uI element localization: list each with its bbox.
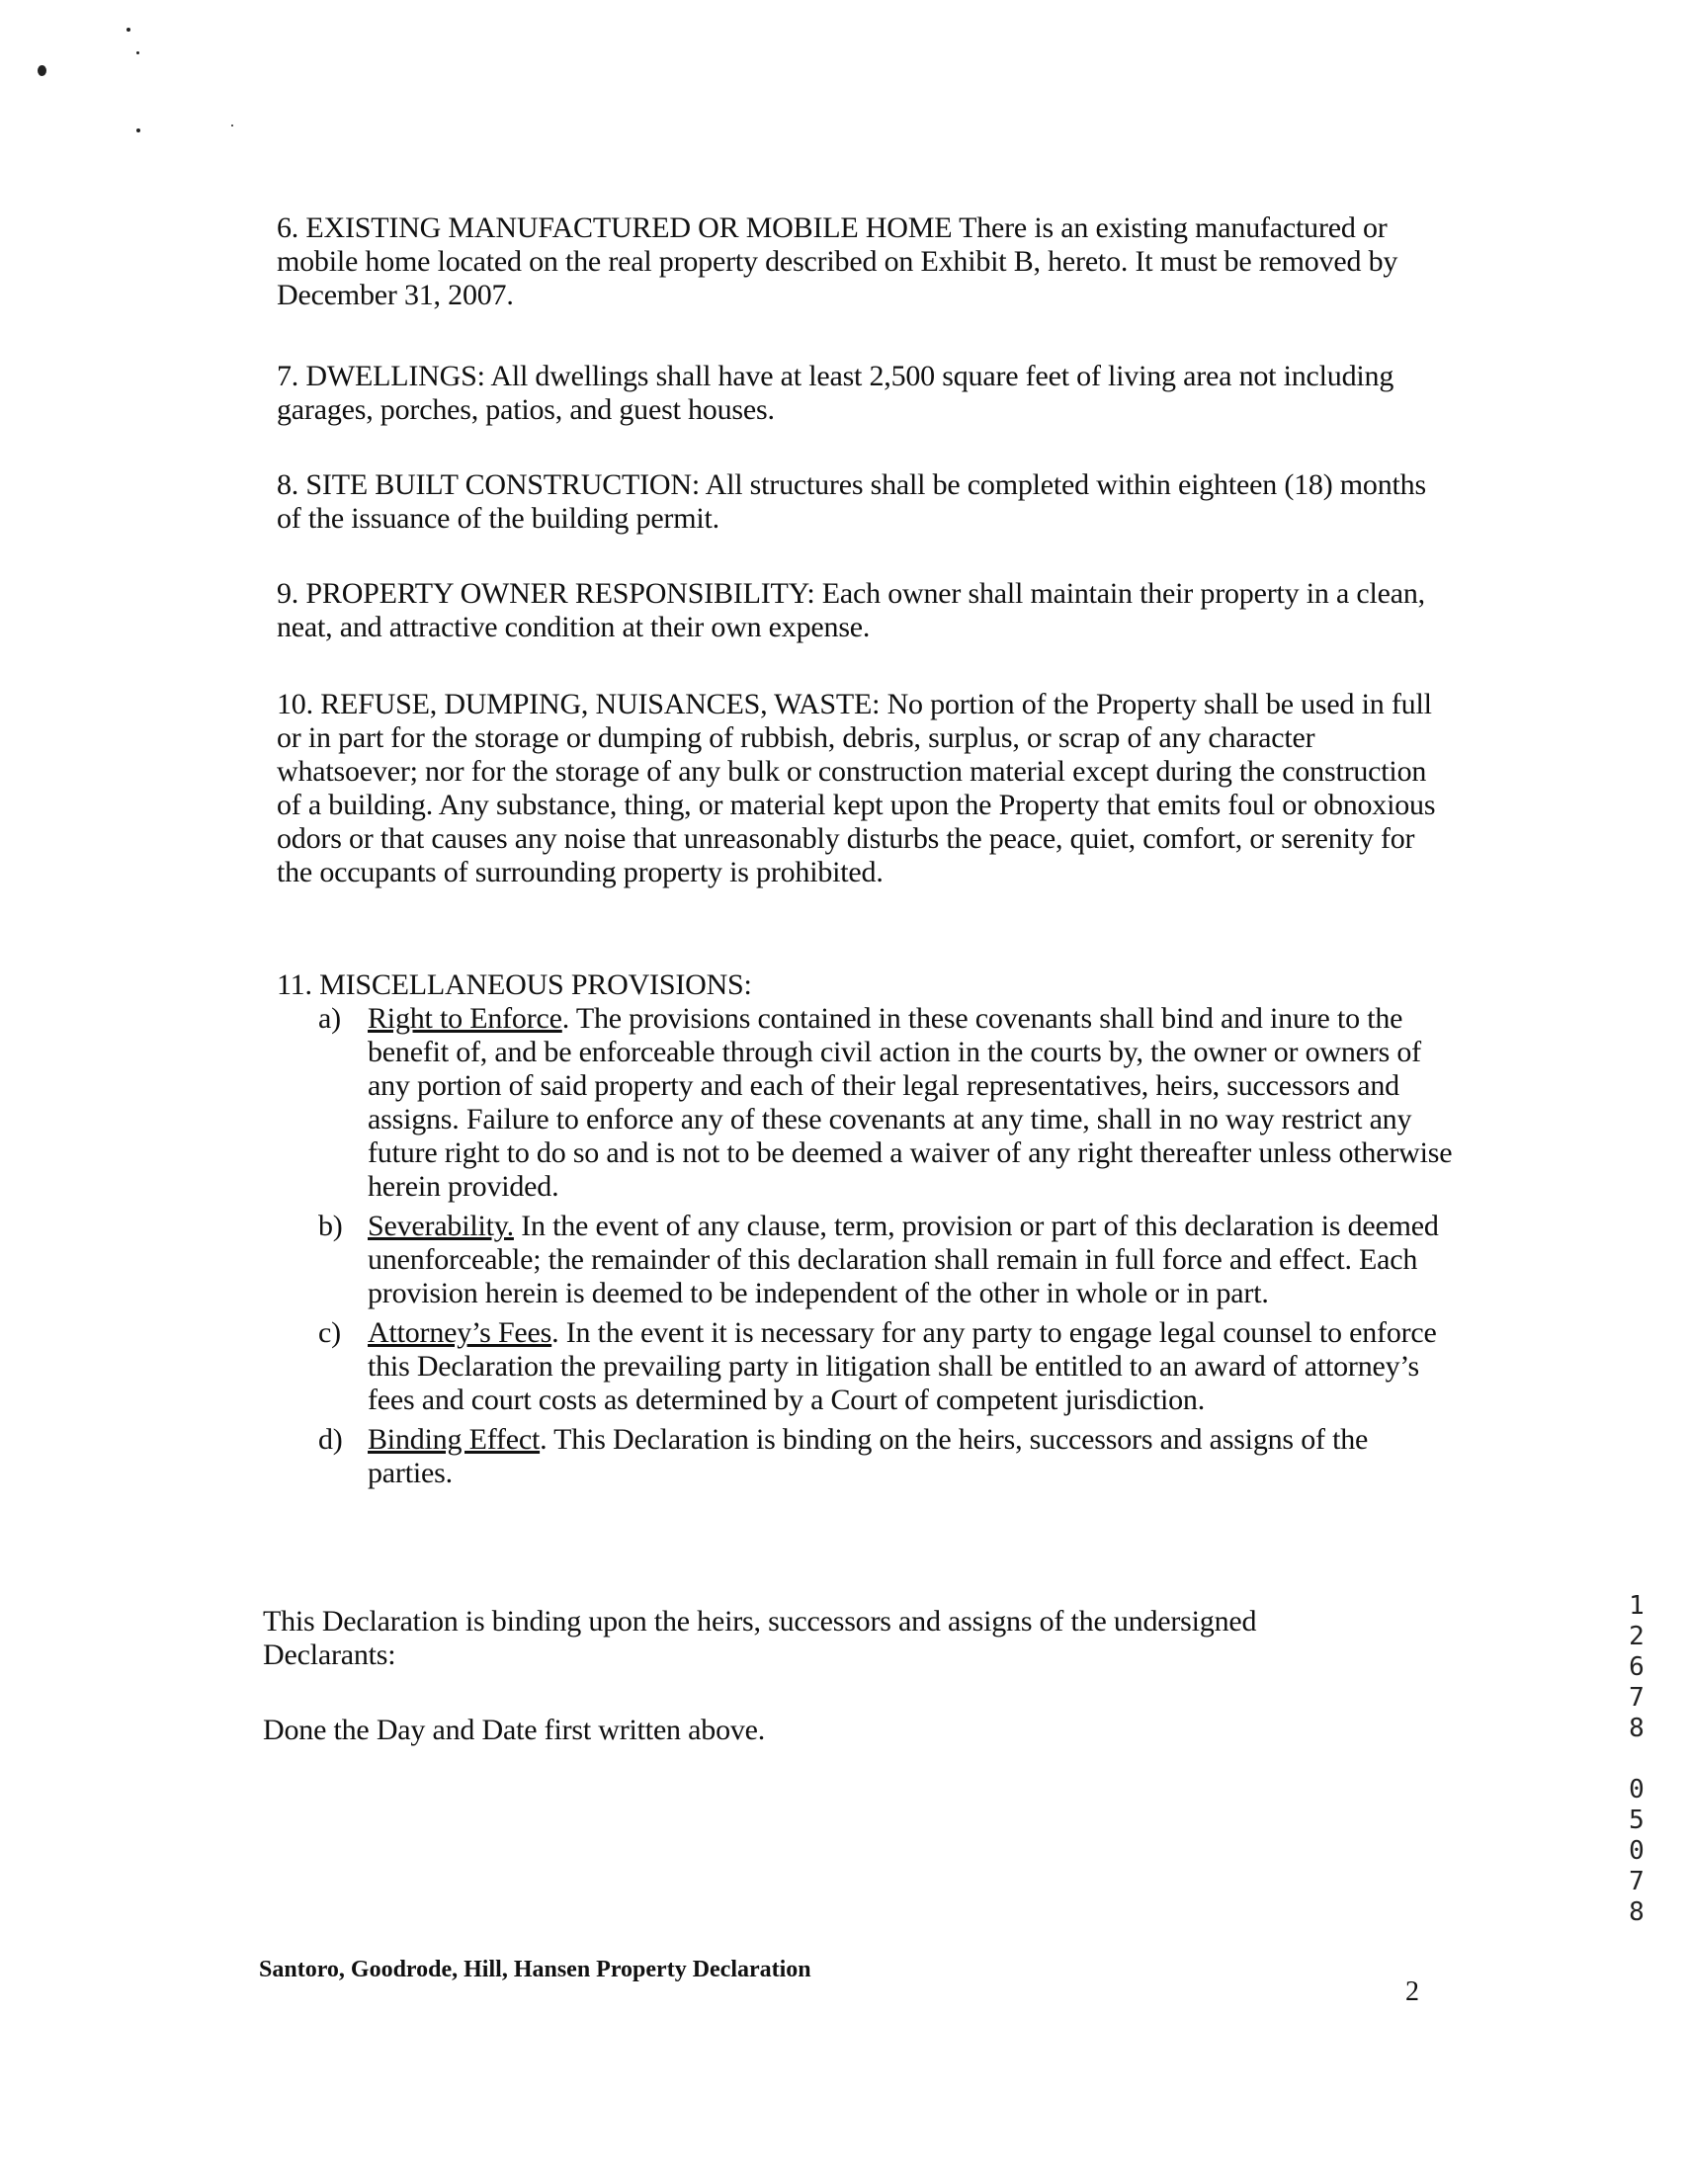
provision-item — [318, 1316, 1455, 1417]
section-heading: EXISTING MANUFACTURED OR MOBILE HOME — [305, 211, 953, 244]
closing-done — [263, 1714, 1439, 1747]
scan-speck — [136, 51, 139, 54]
item-title: Binding Effect — [368, 1423, 541, 1456]
item-text: . The provisions contained in these covenants shall bind and inure to the benefit of, and be enforceable through civil action in the courts by, the owner or owners of any portion of said property and each of their legal representatives, heirs, successors and assigns. Failure to enforce any of these covenants at any time, shall in no way restrict any future right to do so and is not to be deemed a waiver of any right thereafter unless otherwise herein provided. — [368, 1002, 1453, 1203]
stamp-gap — [1617, 1744, 1656, 1775]
section-heading: REFUSE, DUMPING, NUISANCES, WASTE: — [320, 688, 881, 720]
item-title: Attorney’s Fees — [368, 1316, 552, 1349]
section-number: 8. — [277, 468, 299, 501]
item-marker: d) — [318, 1423, 343, 1456]
stamp-digit: 0 — [1629, 1836, 1645, 1866]
section-11-heading — [277, 968, 1453, 1002]
section-number: 10. — [277, 688, 313, 720]
closing-done-text: Done the Day and Date first written above. — [263, 1714, 766, 1746]
section-text: Each owner shall maintain their property in a clean, neat, and attractive condition at their own expense. — [277, 577, 1425, 643]
section-heading: PROPERTY OWNER RESPONSIBILITY: — [305, 577, 815, 610]
item-marker: b) — [318, 1210, 343, 1242]
stamp-digit: 1 — [1629, 1591, 1645, 1621]
item-marker: a) — [318, 1002, 341, 1035]
scan-speck — [231, 125, 233, 126]
footer-title: Santoro, Goodrode, Hill, Hansen Property Declaration — [259, 1957, 811, 1982]
scan-speck — [127, 28, 130, 32]
stamp-digit: 7 — [1629, 1867, 1645, 1896]
section-heading: MISCELLANEOUS PROVISIONS: — [319, 968, 752, 1001]
item-title: Severability. — [368, 1210, 514, 1242]
provision-item — [318, 1002, 1455, 1204]
section-text: No portion of the Property shall be used in full or in part for the storage or dumping of rubbish, debris, surplus, or scrap of any character whatsoever; nor for the storage of any bulk or construction material except during the construction of a building. Any substance, thing, or material kept upon the Property that emits foul or obnoxious odors or that causes any noise that unreasonably disturbs the peace, quiet, comfort, or serenity for the occupants of surrounding property is prohibited. — [277, 688, 1436, 888]
scan-speck — [38, 65, 46, 76]
section-number: 7. — [277, 360, 299, 392]
section-text: All structures shall be completed within eighteen (18) months of the issuance of the building permit. — [277, 468, 1426, 535]
section-8 — [277, 468, 1453, 536]
section-9 — [277, 577, 1453, 644]
provisions-list — [318, 1002, 1455, 1496]
section-text: There is an existing manufactured or mobile home located on the real property described on Exhibit B, hereto. It must be removed by December 31, 2007. — [277, 211, 1398, 311]
scan-speck — [136, 128, 140, 132]
provision-item — [318, 1210, 1455, 1310]
stamp-digit: 8 — [1629, 1714, 1645, 1743]
stamp-digit: 2 — [1629, 1622, 1645, 1651]
section-number: 6. — [277, 211, 299, 244]
section-heading: DWELLINGS: — [305, 360, 485, 392]
section-text: All dwellings shall have at least 2,500 square feet of living area not including garages, porches, patios, and guest houses. — [277, 360, 1394, 426]
stamp-digit: 6 — [1629, 1652, 1645, 1682]
stamp-digit: 5 — [1629, 1806, 1645, 1835]
stamp-digit: 7 — [1629, 1683, 1645, 1713]
closing-binding — [263, 1605, 1390, 1672]
stamp-digit: 0 — [1629, 1775, 1645, 1805]
section-number: 11. — [277, 968, 312, 1001]
item-text: . In the event it is necessary for any party to engage legal counsel to enforce this Declaration the prevailing party in litigation shall be entitled to an award of attorney’s fees and court costs as determined by a Court of competent jurisdiction. — [368, 1316, 1437, 1416]
provision-item — [318, 1423, 1455, 1490]
section-10 — [277, 688, 1453, 889]
section-7 — [277, 360, 1453, 427]
section-number: 9. — [277, 577, 299, 610]
item-text: In the event of any clause, term, provision or part of this declaration is deemed unenforceable; the remainder of this declaration shall remain in full force and effect. Each provision herein is deemed to be independent of the other in whole or in part. — [368, 1210, 1439, 1309]
section-6 — [277, 211, 1453, 312]
item-text: . This Declaration is binding on the heirs, successors and assigns of the parties. — [368, 1423, 1369, 1489]
stamp-digit: 8 — [1629, 1897, 1645, 1927]
section-heading: SITE BUILT CONSTRUCTION: — [305, 468, 700, 501]
page-number: 2 — [1405, 1976, 1419, 2007]
closing-binding-text: This Declaration is binding upon the heirs, successors and assigns of the undersigned Declarants: — [263, 1605, 1257, 1671]
side-stamp — [1617, 1591, 1656, 1928]
item-marker: c) — [318, 1316, 341, 1349]
item-title: Right to Enforce — [368, 1002, 562, 1035]
